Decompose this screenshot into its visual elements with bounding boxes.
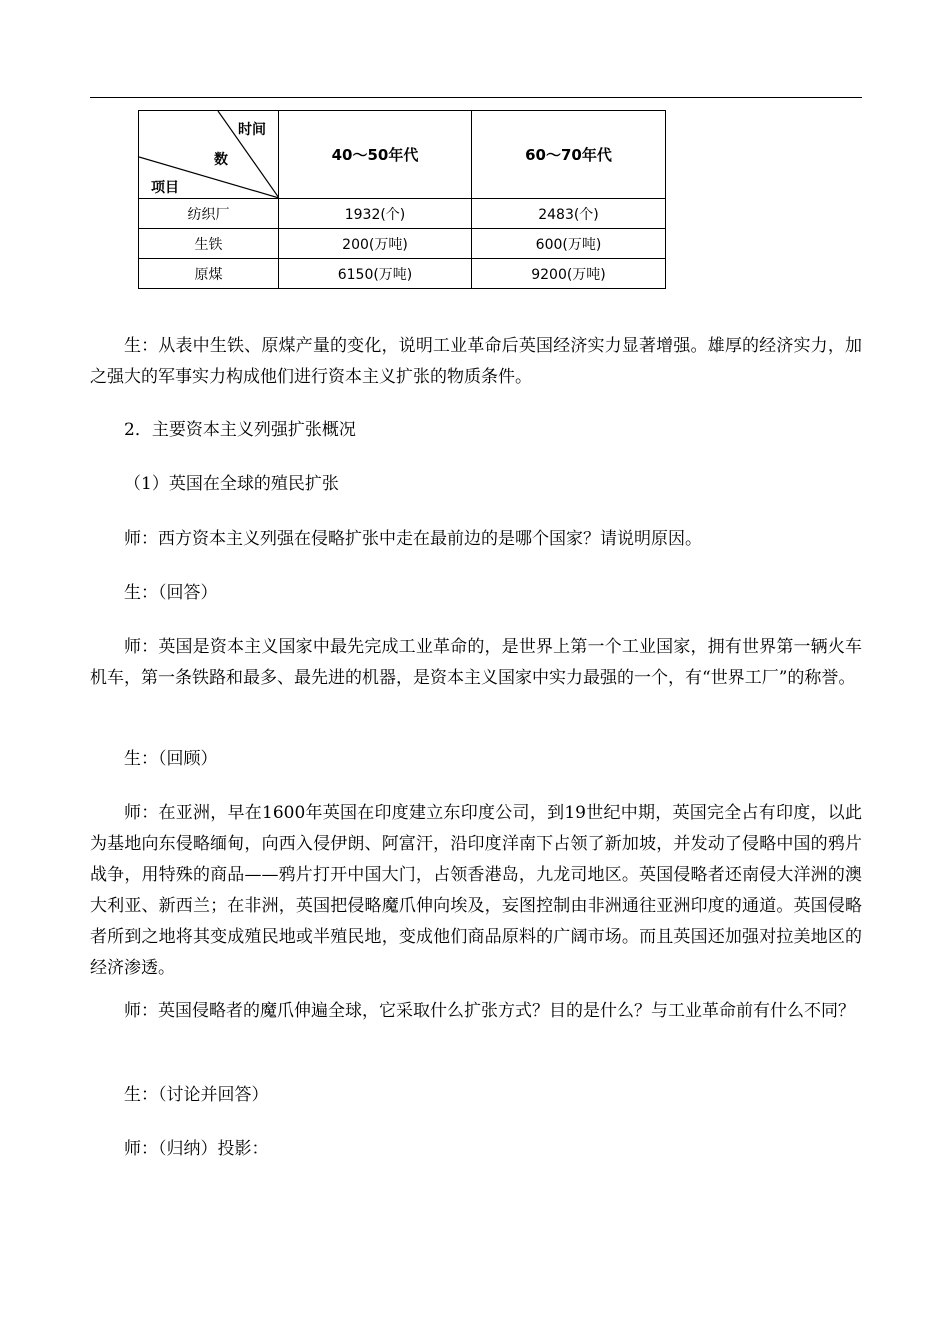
paragraph: 师：（归纳）投影： [124,1139,269,1159]
table-header-row [139,111,666,199]
table-cell: 9200(万吨) [472,259,666,289]
table-cell: 6150(万吨) [279,259,472,289]
paragraph: 师：在亚洲，早在1600年英国在印度建立东印度公司，到19世纪中期，英国完全占有印度，以此为基地向东侵略缅甸，向西入侵伊朗、阿富汗，沿印度洋南下占领了新加坡，并发动了侵略中国的鸦片战争，用特殊的商品——鸦片打开中国大门，占领香港岛，九龙司地区。英国侵略者还南侵大洋洲的澳大利亚、新西兰；在非洲，英国把侵略魔爪伸向埃及，妄图控制由非洲通往亚洲印度的通道。英国侵略者所到之地将其变成殖民地或半殖民地，变成他们商品原料的广阔市场。而且英国还加强对拉美地区的经济渗透。 [90,803,862,978]
paragraph: 师：西方资本主义列强在侵略扩张中走在最前边的是哪个国家？请说明原因。 [124,529,702,549]
paragraph: 师：英国侵略者的魔爪伸遍全球，它采取什么扩张方式？目的是什么？与工业革命前有什么不同？ [124,1001,855,1021]
row-label: 纺织厂 [139,199,279,229]
paragraph: 生：从表中生铁、原煤产量的变化，说明工业革命后英国经济实力显著增强。雄厚的经济实力，加之强大的军事实力构成他们进行资本主义扩张的物质条件。 [90,336,862,387]
production-table [138,110,666,289]
table-row [139,229,666,259]
table-row [139,259,666,289]
subsection-heading: （1）英国在全球的殖民扩张 [124,474,339,494]
corner-label-number: 数 [214,152,228,168]
corner-label-time: 时间 [238,122,266,138]
table-cell: 200(万吨) [279,229,472,259]
column-header: 60～70年代 [472,111,666,199]
table-cell: 2483(个) [472,199,666,229]
section-heading: 2．主要资本主义列强扩张概况 [124,420,356,440]
table-row [139,199,666,229]
paragraph: 生：（回顾） [124,749,218,769]
paragraph: 师：英国是资本主义国家中最先完成工业革命的，是世界上第一个工业国家，拥有世界第一辆火车机车，第一条铁路和最多、最先进的机器，是资本主义国家中实力最强的一个，有“世界工厂”的称誉。 [90,637,862,688]
diagonal-header-cell [139,111,279,199]
row-label: 原煤 [139,259,279,289]
paragraph: 生：（讨论并回答） [124,1085,269,1105]
table-cell: 600(万吨) [472,229,666,259]
paragraph: 生：（回答） [124,583,218,603]
corner-label-item: 项目 [151,180,179,196]
column-header: 40～50年代 [279,111,472,199]
header-rule [90,97,862,98]
table-cell: 1932(个) [279,199,472,229]
row-label: 生铁 [139,229,279,259]
